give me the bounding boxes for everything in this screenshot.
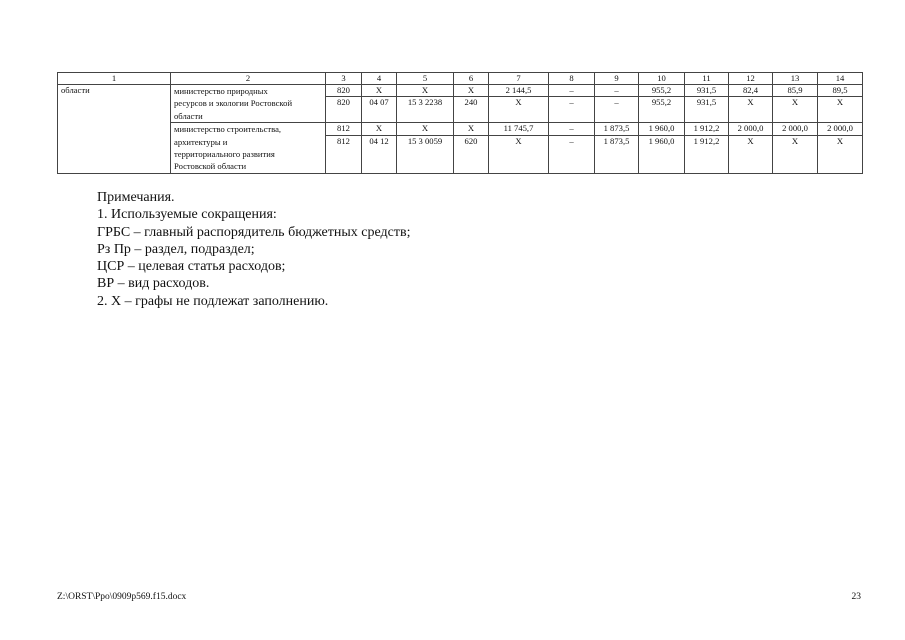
- table-cell: –: [549, 123, 595, 136]
- table-cell: 82,4: [729, 85, 773, 97]
- table-cell: X: [397, 123, 454, 136]
- table-header-cell: 13: [773, 73, 818, 85]
- table-header-cell: 9: [595, 73, 639, 85]
- table-cell: 1 912,2: [685, 136, 729, 174]
- ministry-name-cell: министерство строительства, архитектуры и территориального развития Ростовской области: [171, 123, 326, 174]
- table-cell: X: [818, 97, 863, 123]
- region-name-cell: области: [58, 85, 171, 174]
- table-header-cell: 6: [454, 73, 489, 85]
- table-cell: X: [454, 85, 489, 97]
- table-cell: 04 07: [362, 97, 397, 123]
- table-cell: 931,5: [685, 85, 729, 97]
- table-cell: 812: [326, 123, 362, 136]
- table-cell: –: [595, 97, 639, 123]
- table-cell: 955,2: [639, 97, 685, 123]
- note-line: ГРБС – главный распорядитель бюджетных средств;: [97, 224, 411, 240]
- table-cell: 2 144,5: [489, 85, 549, 97]
- table-cell: X: [489, 97, 549, 123]
- table-cell: 931,5: [685, 97, 729, 123]
- table-cell: 820: [326, 97, 362, 123]
- note-line: 1. Используемые сокращения:: [97, 207, 277, 223]
- table-cell: –: [549, 85, 595, 97]
- table-header-cell: 12: [729, 73, 773, 85]
- table-header-cell: 3: [326, 73, 362, 85]
- table-cell: 15 3 2238: [397, 97, 454, 123]
- table-cell: 620: [454, 136, 489, 174]
- table-cell: 85,9: [773, 85, 818, 97]
- table-cell: 1 873,5: [595, 123, 639, 136]
- budget-table: [57, 72, 863, 174]
- note-line: ЦСР – целевая статья расходов;: [97, 259, 286, 275]
- table-cell: 04 12: [362, 136, 397, 174]
- table-cell: X: [489, 136, 549, 174]
- table-header-cell: 10: [639, 73, 685, 85]
- table-cell: X: [773, 97, 818, 123]
- table-cell: X: [729, 136, 773, 174]
- table-cell: 812: [326, 136, 362, 174]
- note-line: 2. X – графы не подлежат заполнению.: [97, 293, 329, 309]
- table-header-cell: 11: [685, 73, 729, 85]
- table-row: [58, 85, 863, 97]
- table-row: [58, 123, 863, 136]
- table-cell: 820: [326, 85, 362, 97]
- table-cell: X: [773, 136, 818, 174]
- notes-block: [97, 189, 410, 310]
- ministry-name-cell: министерство природных ресурсов и экологии Ростовской области: [171, 85, 326, 123]
- table-cell: X: [729, 97, 773, 123]
- table-cell: X: [362, 123, 397, 136]
- table-header-cell: 2: [171, 73, 326, 85]
- table-header-cell: 14: [818, 73, 863, 85]
- table-cell: 89,5: [818, 85, 863, 97]
- table-cell: 955,2: [639, 85, 685, 97]
- table-header-cell: 5: [397, 73, 454, 85]
- table-cell: 2 000,0: [773, 123, 818, 136]
- table-cell: 2 000,0: [729, 123, 773, 136]
- table-cell: 2 000,0: [818, 123, 863, 136]
- table-cell: –: [595, 85, 639, 97]
- notes-title: Примечания.: [97, 190, 175, 205]
- table-cell: 11 745,7: [489, 123, 549, 136]
- table-cell: –: [549, 97, 595, 123]
- table-cell: X: [397, 85, 454, 97]
- table-cell: –: [549, 136, 595, 174]
- table-cell: X: [818, 136, 863, 174]
- table-cell: 15 3 0059: [397, 136, 454, 174]
- table-cell: X: [362, 85, 397, 97]
- table-header-row: [58, 73, 863, 85]
- footer-file-path: Z:\ORST\Ppo\0909p569.f15.docx: [57, 592, 187, 602]
- note-line: ВР – вид расходов.: [97, 276, 210, 292]
- table-cell: 1 960,0: [639, 136, 685, 174]
- table-cell: 1 960,0: [639, 123, 685, 136]
- table-cell: 1 912,2: [685, 123, 729, 136]
- table-header-cell: 1: [58, 73, 171, 85]
- note-line: Рз Пр – раздел, подраздел;: [97, 241, 255, 257]
- table-cell: 1 873,5: [595, 136, 639, 174]
- table-header-cell: 8: [549, 73, 595, 85]
- table-cell: X: [454, 123, 489, 136]
- table-header-cell: 4: [362, 73, 397, 85]
- table-header-cell: 7: [489, 73, 549, 85]
- table-cell: 240: [454, 97, 489, 123]
- footer-page-number: 23: [851, 592, 861, 602]
